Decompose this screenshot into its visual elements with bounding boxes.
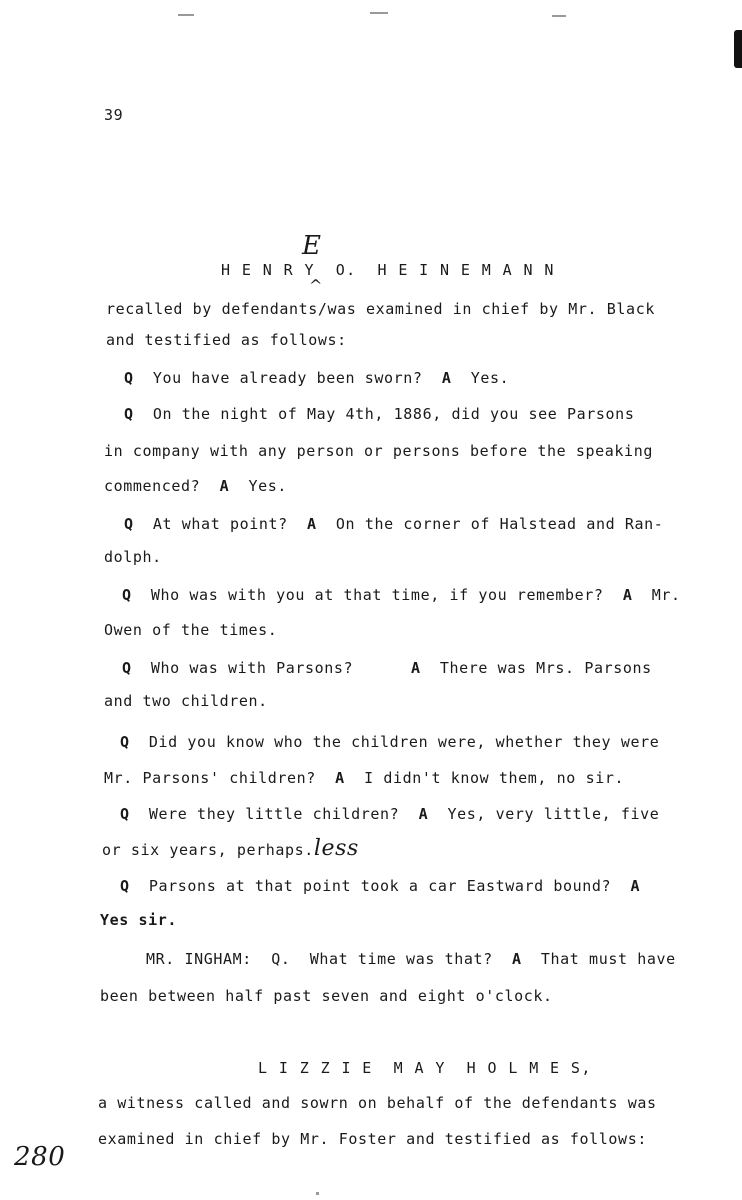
question-line xyxy=(124,405,634,423)
q-marker: Q xyxy=(124,515,134,533)
question-text: Who was with you at that time, if you remember? xyxy=(150,586,604,604)
continuation-line: Owen of the times. xyxy=(104,621,278,639)
question-text: On the night of May 4th, 1886, did you see Parsons xyxy=(152,405,635,423)
answer-text: That must have xyxy=(540,950,676,968)
a-marker: A xyxy=(410,659,421,677)
q-marker: Q xyxy=(120,805,130,823)
q-marker: Q xyxy=(120,877,130,895)
scan-speck xyxy=(178,14,194,16)
intro-line: examined in chief by Mr. Foster and testified as follows: xyxy=(98,1130,647,1148)
answer-text: Mr. xyxy=(651,586,681,604)
continuation-line: in company with any person or persons before the speaking xyxy=(104,442,653,460)
page-number: 39 xyxy=(104,106,124,124)
question-text: Parsons at that point took a car Eastward bound? xyxy=(148,877,612,895)
question-text: What time was that? xyxy=(309,950,493,968)
a-marker: A xyxy=(418,805,429,823)
question-line xyxy=(122,659,652,677)
handwritten-correction: E xyxy=(302,231,322,261)
speaker: MR. INGHAM: xyxy=(146,950,252,968)
continuation-line: or six years, perhaps.less xyxy=(102,836,359,861)
continuation-line: commenced? A Yes. xyxy=(104,477,288,495)
question-text: You have already been sworn? xyxy=(152,369,423,387)
answer-text: On the corner of Halstead and Ran- xyxy=(335,515,664,533)
continuation-line: dolph. xyxy=(104,548,162,566)
question-line xyxy=(146,950,676,968)
a-marker: A xyxy=(441,369,452,387)
question-line xyxy=(120,805,659,823)
q-marker: Q xyxy=(122,659,132,677)
question-text: At what point? xyxy=(152,515,288,533)
answer-text: Yes. xyxy=(470,369,510,387)
handwritten-folio-number: 280 xyxy=(14,1142,66,1172)
q-marker: Q xyxy=(124,369,134,387)
q-marker: Q. xyxy=(271,950,291,968)
intro-line: and testified as follows: xyxy=(106,331,347,349)
handwritten-insertion: less xyxy=(313,836,359,861)
witness-heading-heinemann: H E N R Y O. H E I N E M A N N xyxy=(221,261,555,279)
a-marker: A xyxy=(307,515,317,533)
question-line xyxy=(120,877,640,895)
continuation-line: Yes sir. xyxy=(100,911,178,929)
question-line xyxy=(122,586,681,604)
answer-text: I didn't know them, no sir. xyxy=(364,769,625,787)
scan-edge-mark xyxy=(734,30,742,68)
answer-text: There was Mrs. Parsons xyxy=(439,659,652,677)
a-marker: A xyxy=(219,477,230,495)
scan-speck xyxy=(316,1192,319,1195)
question-text: Who was with Parsons? xyxy=(150,659,354,677)
scan-speck xyxy=(370,12,388,14)
question-line xyxy=(120,733,659,751)
q-marker: Q xyxy=(122,586,132,604)
a-marker: A xyxy=(512,950,522,968)
a-marker: A xyxy=(630,877,641,895)
witness-heading-holmes: L I Z Z I E M A Y H O L M E S, xyxy=(258,1059,592,1077)
a-marker: A xyxy=(622,586,633,604)
question-text: Were they little children? xyxy=(148,805,400,823)
q-marker: Q xyxy=(120,733,130,751)
q-marker: Q xyxy=(124,405,134,423)
scan-speck xyxy=(552,15,566,17)
continuation-line: Mr. Parsons' children? A I didn't know them, no sir. xyxy=(104,769,625,787)
handwritten-caret: ^ xyxy=(309,276,324,295)
question-line xyxy=(124,369,509,387)
question-text: Did you know who the children were, whether they were xyxy=(148,733,660,751)
answer-text: Yes. xyxy=(248,477,288,495)
intro-line: a witness called and sowrn on behalf of the defendants was xyxy=(98,1094,657,1112)
a-marker: A xyxy=(335,769,345,787)
intro-line: recalled by defendants/was examined in chief by Mr. Black xyxy=(106,300,655,318)
continuation-line: and two children. xyxy=(104,692,268,710)
question-line xyxy=(124,515,663,533)
continuation-line: been between half past seven and eight o'clock. xyxy=(100,987,553,1005)
answer-text: Yes, very little, five xyxy=(447,805,660,823)
